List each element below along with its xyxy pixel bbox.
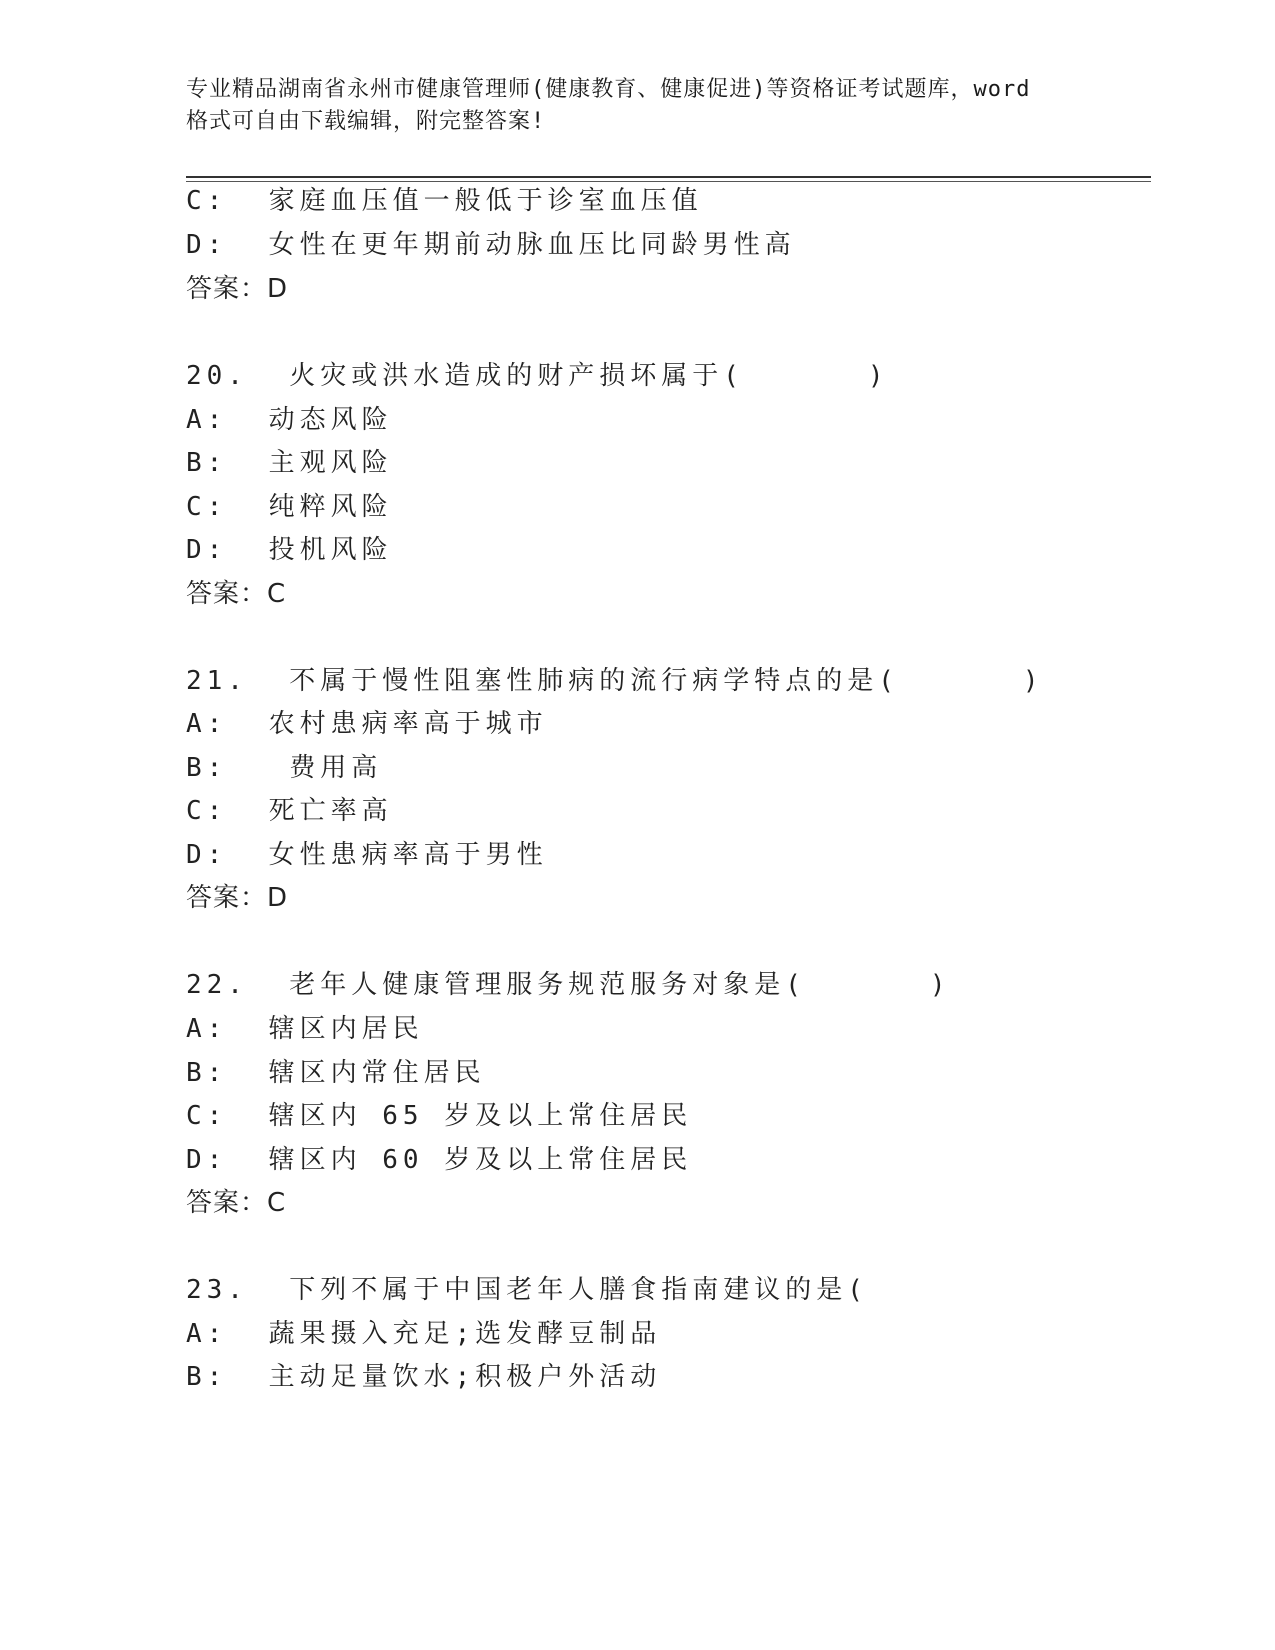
question-20-option-c: C: 纯粹风险 xyxy=(186,492,393,522)
question-20-stem: 20. 火灾或洪水造成的财产损坏属于( ) xyxy=(186,361,889,391)
question-21-option-c: C: 死亡率高 xyxy=(186,796,393,826)
question-22-option-d: D: 辖区内 60 岁及以上常住居民 xyxy=(186,1145,693,1175)
question-20-answer: 答案：C xyxy=(186,579,287,609)
prev-answer: 答案：D xyxy=(186,274,289,304)
question-20-option-a: A: 动态风险 xyxy=(186,405,393,435)
prev-option-d: D: 女性在更年期前动脉血压比同龄男性高 xyxy=(186,230,796,260)
header-line-1: 专业精品湖南省永州市健康管理师(健康教育、健康促进)等资格证考试题库，word xyxy=(186,77,1031,102)
question-23-option-b: B: 主动足量饮水;积极户外活动 xyxy=(186,1362,662,1392)
prev-option-c: C: 家庭血压值一般低于诊室血压值 xyxy=(186,186,703,216)
question-23-option-a: A: 蔬果摄入充足;选发酵豆制品 xyxy=(186,1319,662,1349)
question-23-stem: 23. 下列不属于中国老年人膳食指南建议的是( xyxy=(186,1275,868,1305)
header-divider-thin xyxy=(186,181,1151,182)
header-line-2: 格式可自由下载编辑，附完整答案! xyxy=(186,109,546,134)
question-21-option-b: B: 费用高 xyxy=(186,753,383,783)
question-22-stem: 22. 老年人健康管理服务规范服务对象是( ) xyxy=(186,970,951,1000)
header-divider-thick xyxy=(186,176,1151,178)
question-21-option-d: D: 女性患病率高于男性 xyxy=(186,840,548,870)
question-21-stem: 21. 不属于慢性阻塞性肺病的流行病学特点的是( ) xyxy=(186,666,1044,696)
question-22-option-a: A: 辖区内居民 xyxy=(186,1014,424,1044)
question-22-option-b: B: 辖区内常住居民 xyxy=(186,1058,486,1088)
question-21-option-a: A: 农村患病率高于城市 xyxy=(186,709,548,739)
question-21-answer: 答案：D xyxy=(186,883,289,913)
question-22-answer: 答案：C xyxy=(186,1188,287,1218)
document-header xyxy=(186,74,1086,138)
question-20-option-b: B: 主观风险 xyxy=(186,448,393,478)
question-20-option-d: D: 投机风险 xyxy=(186,535,393,565)
question-22-option-c: C: 辖区内 65 岁及以上常住居民 xyxy=(186,1101,693,1131)
